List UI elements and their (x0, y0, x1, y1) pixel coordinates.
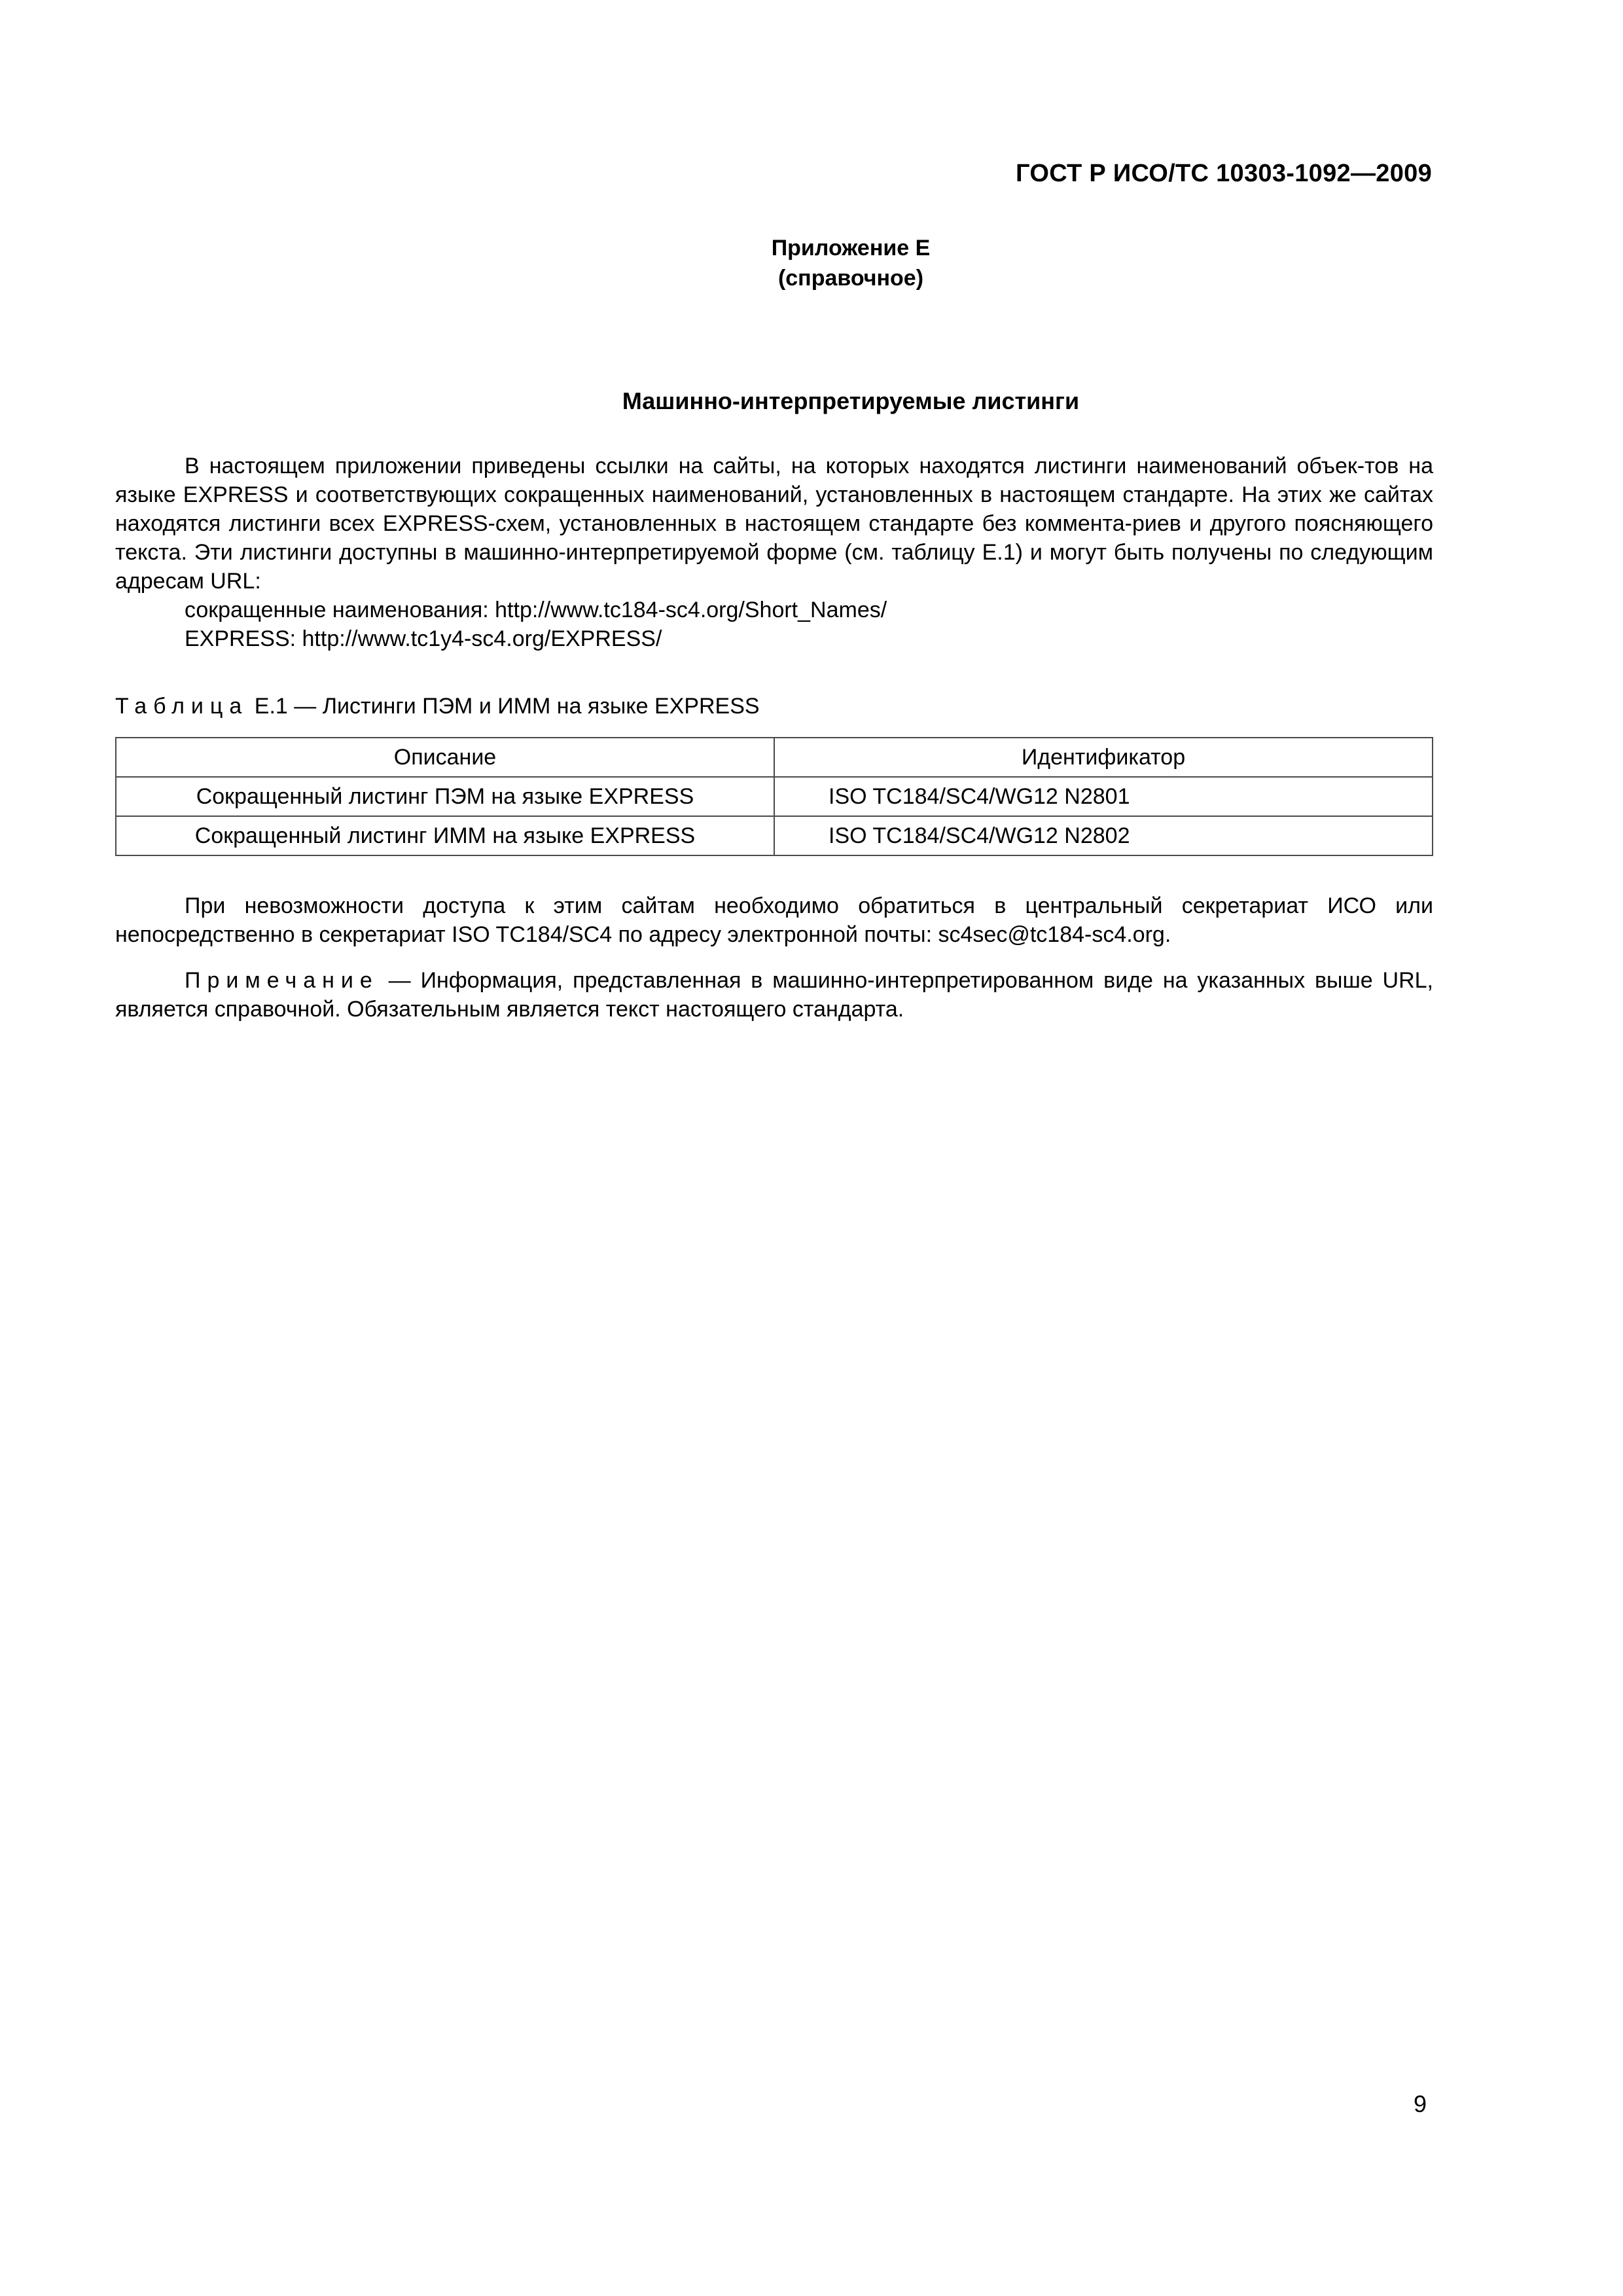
note-label: Примечание (185, 968, 379, 993)
row-description: Сокращенный листинг ИММ на языке EXPRESS (116, 816, 774, 855)
standard-code: ГОСТ Р ИСО/ТС 10303-1092—2009 (1016, 160, 1432, 187)
note-paragraph (115, 966, 1433, 1024)
url-short-names: сокращенные наименования: http://www.tc184-sc4.org/Short_Names/ (185, 598, 887, 622)
header-identifier: Идентификатор (774, 738, 1433, 777)
contact-paragraph: При невозможности доступа к этим сайтам необходимо обратиться в центральный секретариат ИСО или непосредственно в секретариат ISO TC184/SC4 по адресу электронной почты: sc4sec@tc184-sc4.org. (115, 893, 1433, 947)
row-description: Сокращенный листинг ПЭМ на языке EXPRESS (116, 777, 774, 816)
table-row (116, 816, 1433, 855)
table-header-row (116, 738, 1433, 777)
annex-heading (0, 233, 1623, 293)
contact-block (115, 891, 1433, 949)
table-caption-label: Таблица (115, 694, 249, 719)
annex-title: Машинно-интерпретируемые листинги (622, 387, 1080, 414)
note-text: — Информация, представленная в машинно-интерпретированном виде на указанных выше URL, является справочной. Обязательным является текст настоящего стандарта. (115, 968, 1433, 1022)
page-number: 9 (1413, 2090, 1427, 2117)
url-express: EXPRESS: http://www.tc1y4-sc4.org/EXPRESS/ (185, 626, 662, 651)
header-description: Описание (116, 738, 774, 777)
intro-paragraph: В настоящем приложении приведены ссылки на сайты, на которых находятся листинги наименований объек-тов на языке EXPRESS и соответствующих сокращенных наименований, установленных в настоящем стандарте. На этих же сайтах находятся листинги всех EXPRESS-схем, установленных в настоящем стандарте без коммента-риев и другого поясняющего текста. Эти листинги доступны в машинно-интерпретируемой форме (см. таблицу Е.1) и могут быть получены по следующим адресам URL: (115, 454, 1433, 594)
row-identifier: ISO TC184/SC4/WG12 N2801 (774, 777, 1433, 816)
note-block (115, 966, 1433, 1024)
listings-table (115, 737, 1433, 856)
row-identifier: ISO TC184/SC4/WG12 N2802 (774, 816, 1433, 855)
annex-status: (справочное) (777, 266, 924, 291)
intro-block (115, 452, 1433, 653)
annex-label: Приложение Е (771, 236, 931, 260)
table-row (116, 777, 1433, 816)
table-caption-text: Е.1 — Листинги ПЭМ и ИММ на языке EXPRESS (254, 694, 760, 719)
table-caption (115, 694, 760, 719)
